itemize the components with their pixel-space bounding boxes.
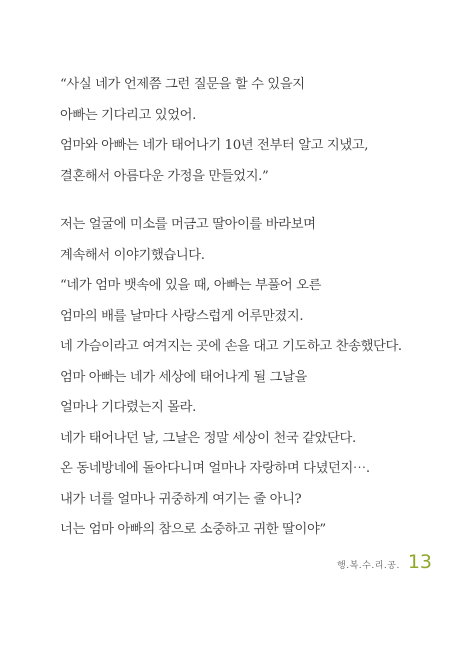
- page-footer: [337, 551, 432, 573]
- text-line: 내가 너를 얼마나 귀중하게 여기는 줄 아니?: [60, 491, 302, 507]
- page-number: 13: [407, 551, 432, 573]
- text-line: 결혼해서 아름다운 가정을 만들었지.”: [60, 168, 269, 184]
- text-line: “네가 엄마 뱃속에 있을 때, 아빠는 부풀어 오른: [60, 278, 322, 293]
- text-line: 너는 엄마 아빠의 참으로 소중하고 귀한 딸이야”: [60, 522, 326, 537]
- running-title: 행.복.수.리.공.: [337, 561, 400, 571]
- text-line: 엄마 아빠는 네가 세상에 태어나게 될 그날을: [60, 369, 307, 385]
- text-line: 엄마의 배를 날마다 사랑스럽게 어루만졌지.: [60, 308, 304, 324]
- paragraph-1: [60, 70, 420, 192]
- text-line: 온 동네방네에 돌아다니며 얼마나 자랑하며 다녔던지⋯.: [60, 461, 370, 476]
- text-line: 저는 얼굴에 미소를 머금고 딸아이를 바라보며: [60, 217, 316, 232]
- text-line: 엄마와 아빠는 네가 태어나기 10년 전부터 알고 지냈고,: [60, 138, 369, 153]
- text-line: 얼마나 기다렸는지 몰라.: [60, 400, 196, 415]
- text-line: “사실 네가 언제쯤 그런 질문을 할 수 있을지: [60, 77, 305, 92]
- text-line: 계속해서 이야기했습니다.: [60, 247, 205, 263]
- paragraph-2: [60, 210, 420, 546]
- text-line: 네가 태어나던 날, 그날은 정말 세상이 천국 같았단다.: [60, 430, 356, 446]
- text-line: 아빠는 기다리고 있었어.: [60, 107, 196, 123]
- text-line: 네 가슴이라고 여겨지는 곳에 손을 대고 기도하고 찬송했단다.: [60, 339, 402, 354]
